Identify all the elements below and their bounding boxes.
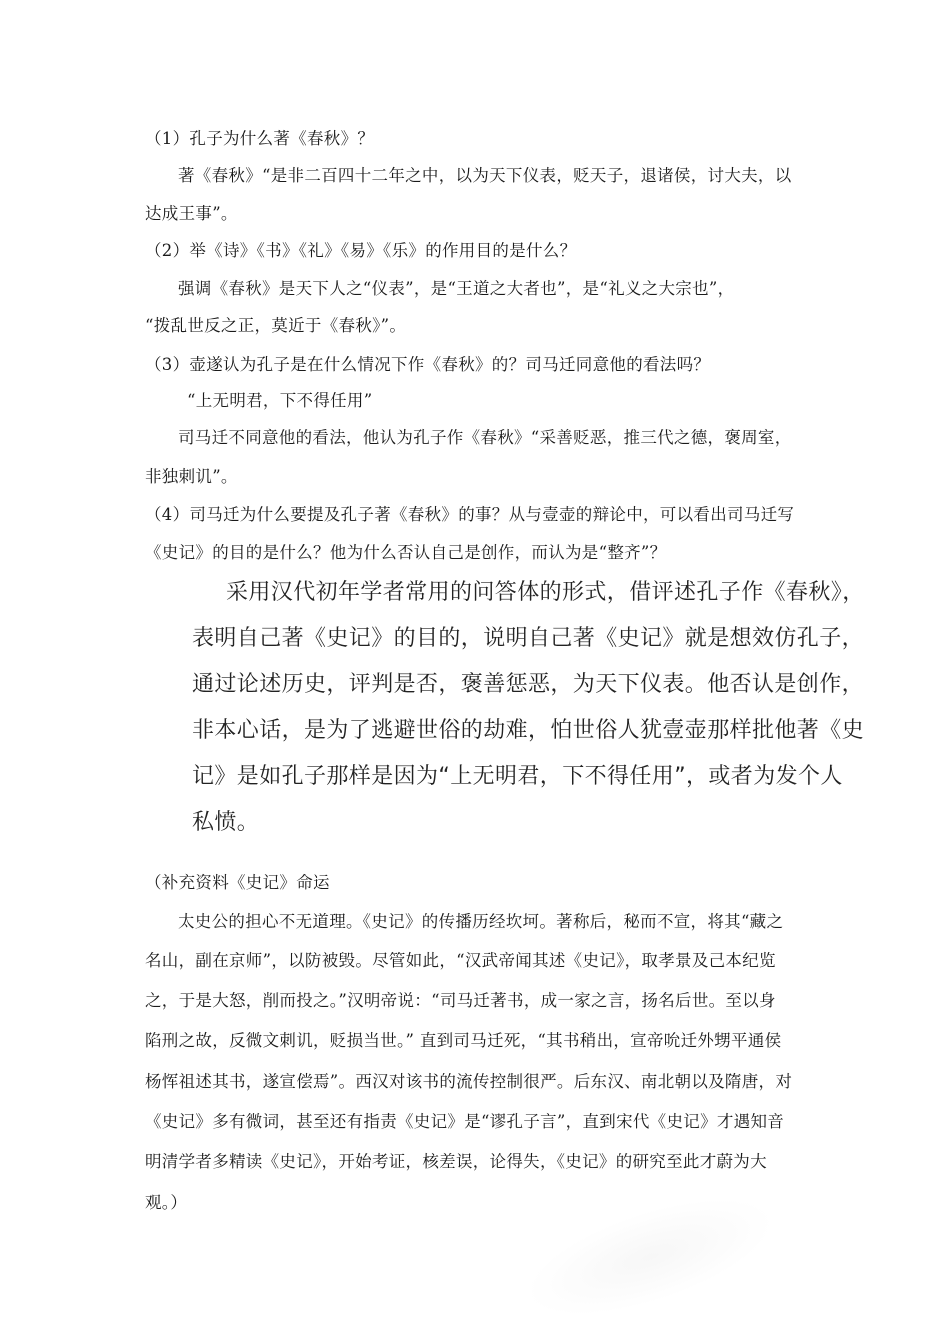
question-3-label: （3）壶遂认为孔子是在什么情况下作《春秋》的？司马迁同意他的看法吗？ (145, 355, 711, 374)
question-4-answer-line-1: 采用汉代初年学者常用的问答体的形式，借评述孔子作《春秋》， (226, 580, 865, 605)
supplement-line-4: 陷刑之故，反微文刺讥，贬损当世。” 直到司马迁死，“其书稍出，宣帝吮迁外甥平通侯 (145, 1031, 782, 1050)
faint-watermark (512, 1174, 787, 1340)
question-4-answer-line-2: 表明自己著《史记》的目的，说明自己著《史记》就是想效仿孔子， (192, 626, 865, 651)
supplement-title: （补充资料《史记》命运 (145, 873, 330, 892)
question-2-answer-line-2: “拨乱世反之正，莫近于《春秋》”。 (145, 316, 407, 335)
supplement-line-7: 明清学者多精读《史记》，开始考证，核差误，论得失，《史记》的研究至此才蔚为大 (145, 1152, 767, 1171)
question-3-answer-line-2: 非独刺讥”。 (145, 467, 238, 486)
question-2-label: （2）举《诗》《书》《礼》《易》《乐》的作用目的是什么？ (145, 241, 577, 260)
question-4-answer-image (190, 572, 865, 848)
supplement-line-5: 杨恽祖述其书，遂宣偿焉”。西汉对该书的流传控制很严。后东汉、南北朝以及隋唐，对 (145, 1072, 793, 1091)
question-4-answer-line-3: 通过论述历史，评判是否，褒善惩恶，为天下仪表。他否认是创作， (192, 672, 865, 697)
supplement-line-3: 之，于是大怒，削而投之。”汉明帝说：“司马迁著书，成一家之言，扬名后世。至以身 (145, 991, 776, 1010)
supplement-line-6: 《史记》多有微词，甚至还有指责《史记》是“谬孔子言”，直到宋代《史记》才遇知音 (145, 1112, 785, 1131)
supplement-line-8: 观。） (145, 1193, 188, 1212)
supplement-line-1: 太史公的担心不无道理。《史记》的传播历经坎坷。著称后，秘而不宣，将其“藏之 (178, 912, 784, 931)
question-1-answer-line-2: 达成王事”。 (145, 204, 238, 223)
question-3-quote: “上无明君，下不得任用” (187, 391, 373, 410)
question-3-answer-line-1: 司马迁不同意他的看法，他认为孔子作《春秋》“采善贬恶，推三代之德，褒周室， (178, 428, 792, 447)
question-2-answer-line-1: 强调《春秋》是天下人之“仪表”，是“王道之大者也”，是“礼义之大宗也”， (178, 279, 735, 298)
supplement-line-2: 名山，副在京师”，以防被毁。尽管如此，“汉武帝闻其述《史记》，取孝景及己本纪览 (145, 951, 776, 970)
question-4-label-line-1: （4）司马迁为什么要提及孔子著《春秋》的事？从与壹壶的辩论中，可以看出司马迁写 (145, 505, 795, 524)
question-4-answer-line-6: 私愤。 (192, 810, 260, 835)
question-1-answer-line-1: 著《春秋》“是非二百四十二年之中，以为天下仪表，贬天子，退诸侯，讨大夫，以 (178, 166, 792, 185)
question-4-answer-line-5: 记》是如孔子那样是因为“上无明君，下不得任用”，或者为发个人 (192, 764, 843, 789)
question-4-label-line-2: 《史记》的目的是什么？他为什么否认自己是创作，而认为是“整齐”？ (145, 543, 667, 562)
question-4-answer-line-4: 非本心话，是为了逃避世俗的劫难，怕世俗人犹壹壶那样批他著《史 (192, 718, 865, 743)
question-1-label: （1）孔子为什么著《春秋》？ (145, 129, 375, 148)
